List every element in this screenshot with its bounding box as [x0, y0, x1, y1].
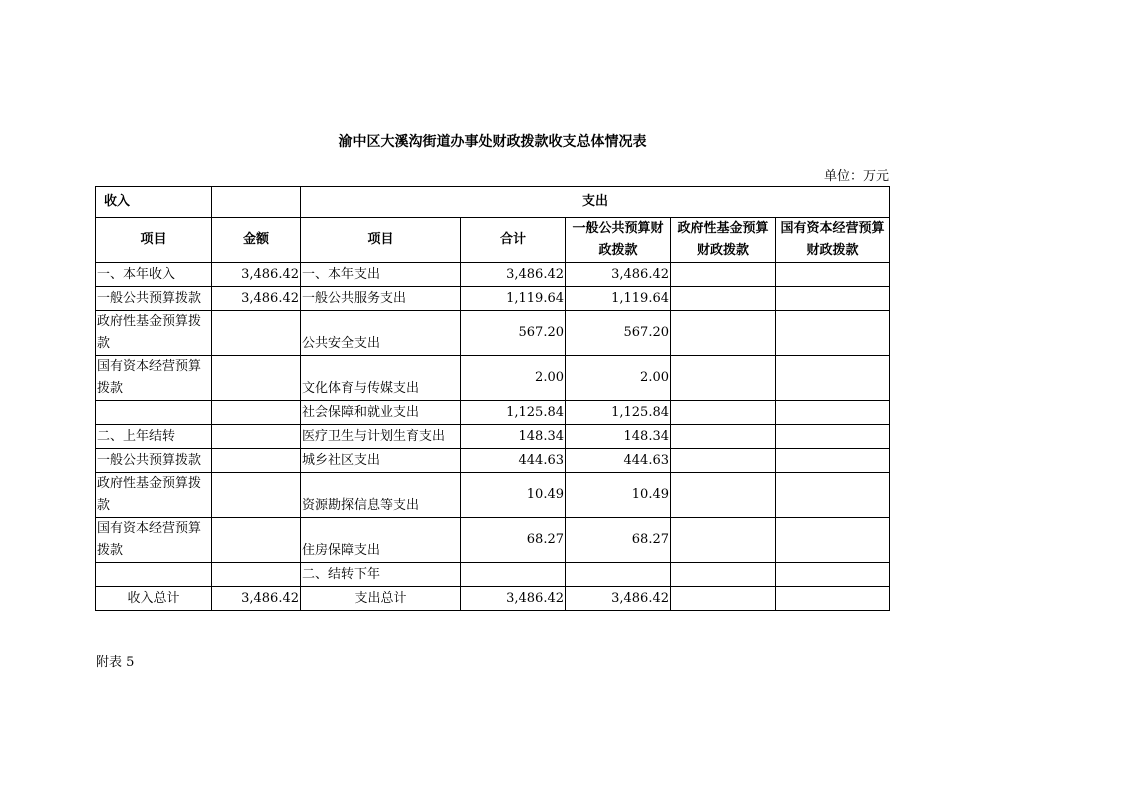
income-amount-cell — [212, 311, 301, 356]
state-capital-header: 国有资本经营预算财政拨款 — [776, 218, 890, 263]
table-row — [96, 287, 890, 311]
expense-item-cell: 二、结转下年 — [301, 563, 461, 587]
table-row — [96, 449, 890, 473]
fund-budget-cell — [671, 263, 776, 287]
income-item-cell: 一般公共预算拨款 — [96, 449, 212, 473]
income-amount-cell — [212, 563, 301, 587]
state-capital-cell — [776, 287, 890, 311]
income-amount-cell — [212, 425, 301, 449]
income-header: 收入 — [96, 187, 212, 218]
state-capital-cell — [776, 311, 890, 356]
general-budget-cell: 1,125.84 — [566, 401, 671, 425]
state-capital-cell — [776, 563, 890, 587]
expense-header: 支出 — [301, 187, 890, 218]
general-budget-header: 一般公共预算财政拨款 — [566, 218, 671, 263]
income-item-header: 项目 — [96, 218, 212, 263]
header-row-1 — [96, 187, 890, 218]
income-amount-cell: 3,486.42 — [212, 287, 301, 311]
general-budget-cell: 10.49 — [566, 473, 671, 518]
expense-total-general: 3,486.42 — [566, 587, 671, 611]
state-capital-cell — [776, 518, 890, 563]
expense-item-cell: 一般公共服务支出 — [301, 287, 461, 311]
general-budget-cell: 444.63 — [566, 449, 671, 473]
income-total-amount: 3,486.42 — [212, 587, 301, 611]
income-amount-header: 金额 — [212, 218, 301, 263]
income-item-cell: 政府性基金预算拨款 — [96, 311, 212, 356]
state-capital-cell — [776, 449, 890, 473]
income-amount-cell: 3,486.42 — [212, 263, 301, 287]
header-row-2 — [96, 218, 890, 263]
income-item-cell: 二、上年结转 — [96, 425, 212, 449]
expense-item-cell: 文化体育与传媒支出 — [301, 356, 461, 401]
general-budget-cell: 68.27 — [566, 518, 671, 563]
expense-total-cell: 10.49 — [461, 473, 566, 518]
blank-cell — [212, 187, 301, 218]
expense-item-cell: 住房保障支出 — [301, 518, 461, 563]
expense-item-cell: 城乡社区支出 — [301, 449, 461, 473]
income-amount-cell — [212, 518, 301, 563]
table-row — [96, 473, 890, 518]
income-amount-cell — [212, 401, 301, 425]
general-budget-cell: 2.00 — [566, 356, 671, 401]
expense-total-cell: 567.20 — [461, 311, 566, 356]
general-budget-cell: 567.20 — [566, 311, 671, 356]
totals-row — [96, 587, 890, 611]
income-item-cell: 国有资本经营预算拨款 — [96, 356, 212, 401]
state-capital-cell — [776, 425, 890, 449]
income-item-cell: 一、本年收入 — [96, 263, 212, 287]
finance-table — [95, 186, 890, 611]
unit-label: 单位：万元 — [823, 169, 889, 184]
fund-budget-cell — [671, 518, 776, 563]
total-header: 合计 — [461, 218, 566, 263]
expense-item-cell: 医疗卫生与计划生育支出 — [301, 425, 461, 449]
page-title: 渝中区大溪沟街道办事处财政拨款收支总体情况表 — [338, 134, 647, 150]
expense-total-fund — [671, 587, 776, 611]
expense-total-cell: 148.34 — [461, 425, 566, 449]
income-amount-cell — [212, 449, 301, 473]
income-item-cell: 政府性基金预算拨款 — [96, 473, 212, 518]
income-item-cell: 一般公共预算拨款 — [96, 287, 212, 311]
income-amount-cell — [212, 356, 301, 401]
table-row — [96, 263, 890, 287]
table-row — [96, 563, 890, 587]
state-capital-cell — [776, 356, 890, 401]
table-row — [96, 356, 890, 401]
table-row — [96, 518, 890, 563]
expense-item-header: 项目 — [301, 218, 461, 263]
expense-total-cell: 444.63 — [461, 449, 566, 473]
expense-item-cell: 一、本年支出 — [301, 263, 461, 287]
fund-budget-header: 政府性基金预算财政拨款 — [671, 218, 776, 263]
expense-item-cell: 资源勘探信息等支出 — [301, 473, 461, 518]
fund-budget-cell — [671, 425, 776, 449]
expense-item-cell: 社会保障和就业支出 — [301, 401, 461, 425]
expense-total-cell: 2.00 — [461, 356, 566, 401]
fund-budget-cell — [671, 356, 776, 401]
general-budget-cell: 1,119.64 — [566, 287, 671, 311]
expense-total-cell: 1,119.64 — [461, 287, 566, 311]
income-total-label: 收入总计 — [96, 587, 212, 611]
fund-budget-cell — [671, 287, 776, 311]
table-row — [96, 311, 890, 356]
income-item-cell — [96, 563, 212, 587]
income-amount-cell — [212, 473, 301, 518]
state-capital-cell — [776, 473, 890, 518]
expense-total-cell — [461, 563, 566, 587]
footnote: 附表 5 — [96, 655, 135, 670]
fund-budget-cell — [671, 473, 776, 518]
income-item-cell: 国有资本经营预算拨款 — [96, 518, 212, 563]
state-capital-cell — [776, 401, 890, 425]
fund-budget-cell — [671, 311, 776, 356]
fund-budget-cell — [671, 563, 776, 587]
expense-total-cell: 3,486.42 — [461, 263, 566, 287]
fund-budget-cell — [671, 449, 776, 473]
expense-total-cell: 68.27 — [461, 518, 566, 563]
expense-total-state — [776, 587, 890, 611]
general-budget-cell — [566, 563, 671, 587]
expense-total: 3,486.42 — [461, 587, 566, 611]
general-budget-cell: 3,486.42 — [566, 263, 671, 287]
fund-budget-cell — [671, 401, 776, 425]
table-row — [96, 425, 890, 449]
expense-total-label: 支出总计 — [301, 587, 461, 611]
income-item-cell — [96, 401, 212, 425]
state-capital-cell — [776, 263, 890, 287]
general-budget-cell: 148.34 — [566, 425, 671, 449]
expense-item-cell: 公共安全支出 — [301, 311, 461, 356]
table-row — [96, 401, 890, 425]
expense-total-cell: 1,125.84 — [461, 401, 566, 425]
